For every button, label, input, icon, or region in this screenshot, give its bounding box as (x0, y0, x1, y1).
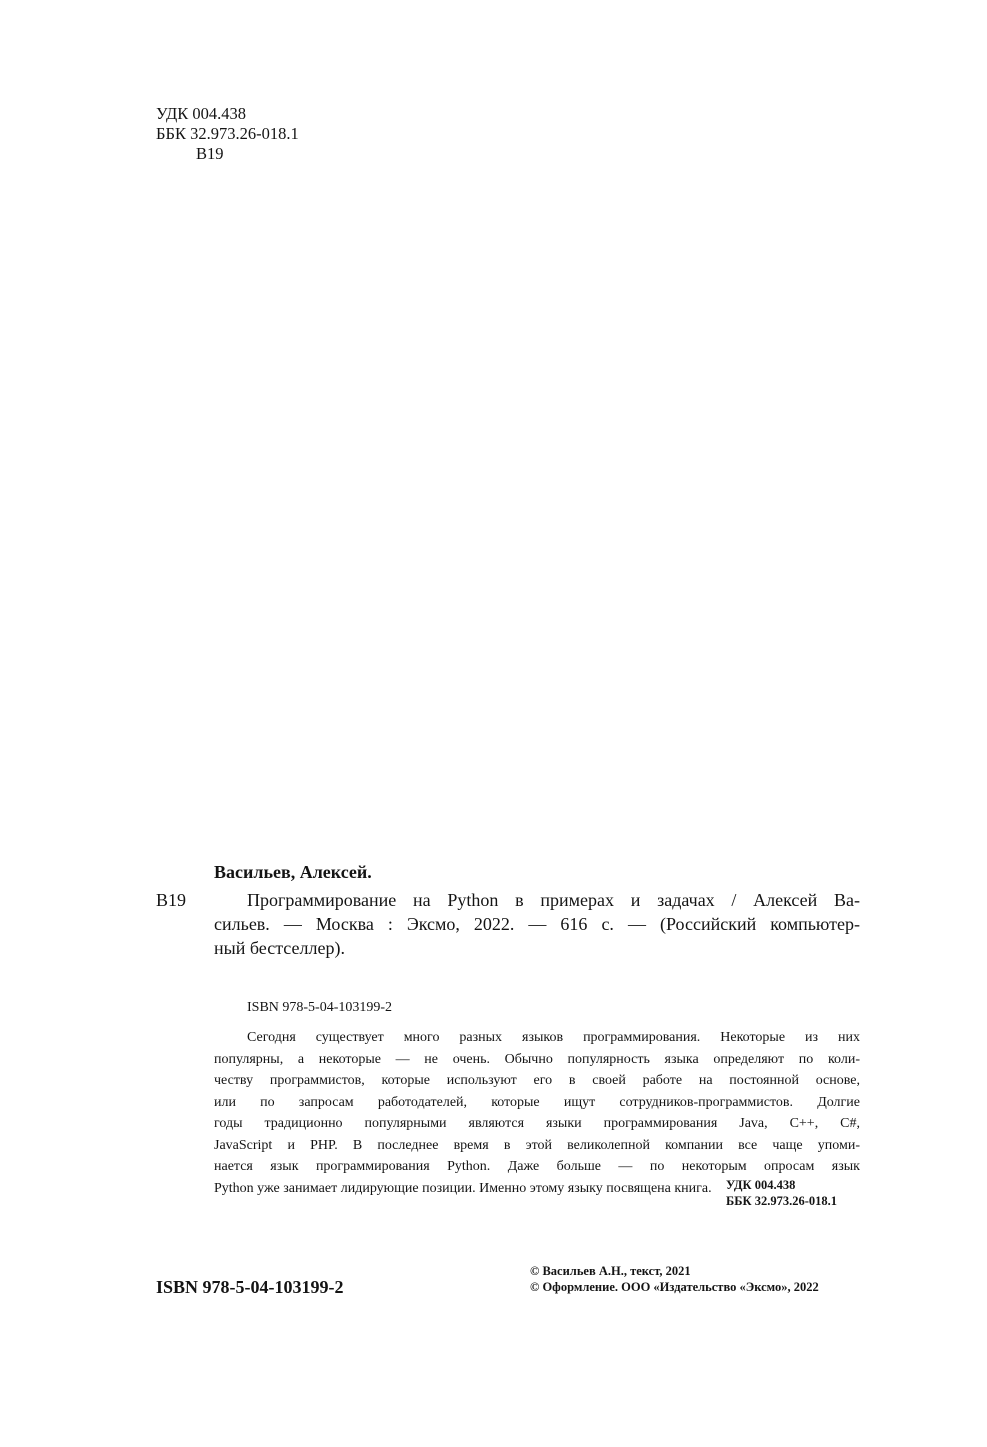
abstract-line: честву программистов, которые используют его в своей работе на постоянной основе, (214, 1073, 860, 1088)
footer-isbn: ISBN 978-5-04-103199-2 (156, 1277, 344, 1297)
copyright-text: © Васильев А.Н., текст, 2021 (530, 1264, 691, 1278)
abstract-line: или по запросам работодателей, которые ищут сотрудников-программистов. Долгие (214, 1094, 860, 1110)
bibliographic-line: сильев. — Москва : Эксмо, 2022. — 616 с. — (Российский компьютер- (214, 914, 860, 934)
bibliographic-line: ный бестселлер). (214, 938, 345, 958)
bibliographic-description (214, 888, 860, 960)
abstract-line: популярны, а некоторые — не очень. Обычно популярность языка определяют по коли- (214, 1051, 860, 1067)
abstract-line: JavaScript и PHP. В последнее время в этой великолепной компании все чаще упоми- (214, 1137, 860, 1153)
card-udk-code: УДК 004.438 (726, 1178, 796, 1192)
top-bbk-code: ББК 32.973.26-018.1 (156, 124, 299, 143)
top-author-sign: В19 (196, 144, 224, 163)
card-isbn: ISBN 978-5-04-103199-2 (247, 1000, 393, 1015)
abstract-line: Python уже занимает лидирующие позиции. Именно этому языку посвящена книга. (214, 1180, 712, 1196)
top-udk-code: УДК 004.438 (156, 104, 247, 123)
abstract (214, 1027, 860, 1199)
bibliographic-line: Программирование на Python в примерах и задачах / Алексей Ва- (247, 890, 860, 910)
card-classification-codes (726, 1177, 837, 1209)
copyright-block (530, 1263, 819, 1295)
card-author-sign: В19 (156, 890, 187, 910)
abstract-line: нается язык программирования Python. Даже больше — по некоторым опросам язык (214, 1159, 860, 1174)
abstract-line: Сегодня существует много разных языков программирования. Некоторые из них (247, 1030, 860, 1045)
card-author: Васильев, Алексей. (214, 862, 372, 882)
copyright-design: © Оформление. ООО «Издательство «Эксмо», 2022 (530, 1280, 819, 1294)
card-bbk-code: ББК 32.973.26-018.1 (726, 1194, 838, 1208)
top-classification-codes (156, 104, 299, 164)
abstract-line: годы традиционно популярными являются языки программирования Java, С++, С#, (214, 1116, 860, 1131)
